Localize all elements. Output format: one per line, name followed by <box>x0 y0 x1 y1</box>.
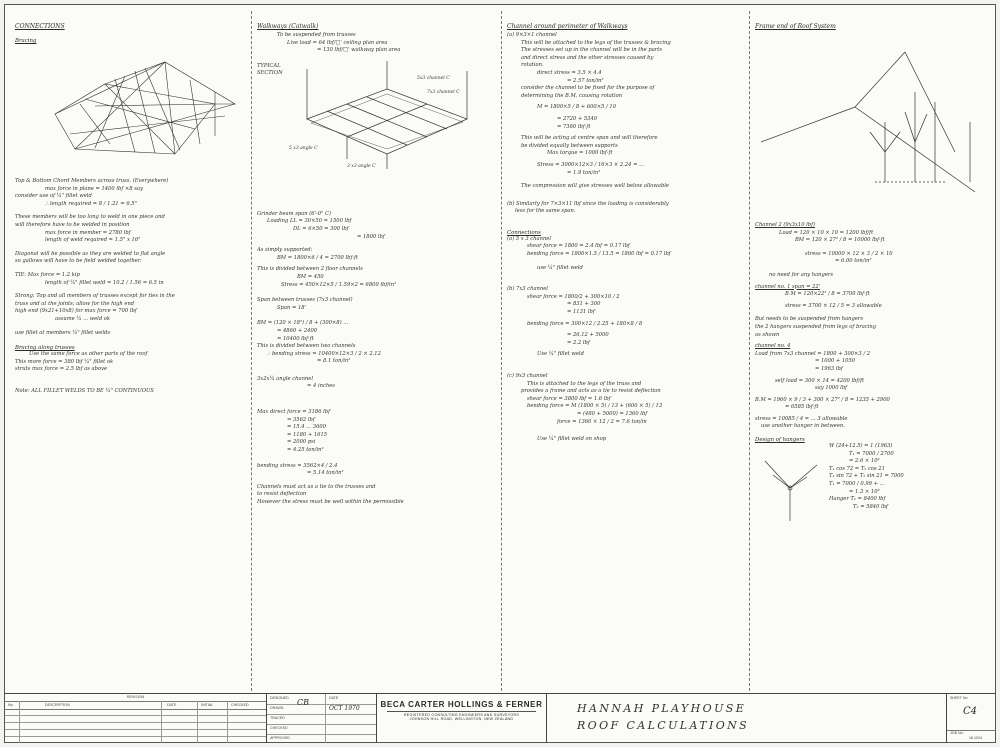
calc-line: = 2.57 ton/in² <box>567 77 604 84</box>
calc-line: = (480 + 5000) = 1360 lbf <box>577 410 648 417</box>
project-title-block <box>547 694 947 743</box>
calc-line: channel no. 4 <box>755 343 791 350</box>
designer-initials: CB <box>297 698 309 707</box>
calc-line: consider use of ¼" fillet weld <box>15 193 92 200</box>
rev-col-checked: CHECKED <box>231 703 249 707</box>
calc-line: = 4 inches <box>307 383 335 390</box>
calc-line: Use ¼" fillet weld on shop <box>537 436 607 443</box>
fillet-weld-note: Note: ALL FILLET WELDS TO BE ¼" CONTINUOUS <box>15 387 154 394</box>
calc-line: as shown <box>755 331 780 338</box>
calc-line: bending stress = 3562×4 / 2.4 <box>257 462 338 469</box>
calc-line: As simply supported: <box>257 247 313 254</box>
calc-line: (a) 5 x 3 channel <box>507 235 552 242</box>
calc-line: = 4860 + 2400 <box>277 327 318 334</box>
calc-line: and direct stress and the other stresses caused by <box>521 54 654 61</box>
column-frame-end <box>755 13 991 689</box>
sheet-number: C4 <box>963 706 978 717</box>
column-walkways <box>257 13 495 689</box>
signature-block <box>267 694 377 743</box>
calc-line: TIE: Max force = 1.2 kip <box>15 271 80 278</box>
calc-line: to resist deflection <box>257 491 307 498</box>
calc-line: = 4.25 ton/in² <box>287 447 324 454</box>
column-connections <box>15 13 243 689</box>
section-heading-walkways: Walkways (Catwalk) <box>257 23 319 30</box>
calc-line: M = 1800×5 / 8 + 600×5 / 10 <box>537 104 616 111</box>
calc-line: T₂ = 5840 lbf <box>853 503 888 510</box>
walkway-calculations <box>257 211 495 507</box>
hanger-design-area <box>755 443 991 523</box>
sheet-number-block <box>947 694 995 743</box>
connection-calcs <box>507 236 743 444</box>
calc-line: BM = 450 <box>297 273 324 280</box>
calc-line: = 6.00 ton/in² <box>835 258 872 265</box>
sketch-note: 5x3 channel C <box>417 75 450 81</box>
calc-line: so gallows will have to be field welded together. <box>15 258 142 265</box>
calc-line: W (24+12.5) = 1 (1963) <box>829 443 893 450</box>
calc-line: rotation. <box>521 62 544 69</box>
calc-line: Max direct force = 3186 lbf <box>257 409 331 416</box>
calc-line: no need for any hangers <box>769 271 834 278</box>
calc-line: provides a frame and acts as a tie to resist deflection <box>521 388 661 395</box>
calc-line: (a) 9×3×1 channel <box>507 32 557 38</box>
role-checked: CHECKED <box>270 726 288 730</box>
calc-line: max force in plane = 1400 lbf ×8 say <box>45 185 143 192</box>
walkway-grid-isometric-sketch <box>287 59 487 171</box>
calc-line: = 7360 lbf·ft <box>557 123 591 130</box>
calc-line: T₁ cos 72 = T₂ cos 21 <box>829 465 885 472</box>
calc-line: = 15.4 ... 3600 <box>287 424 326 431</box>
calc-line: channel no. 1 span = 22' <box>755 283 821 290</box>
calc-line: Load = 120 × 10 × 10 = 1200 lbf/ft <box>779 229 874 236</box>
calc-line: = 130 lbf/□' walkway plan area <box>317 47 401 54</box>
calc-line: This is divided between two channels <box>257 343 356 350</box>
calc-line: = 1.9 ton/in² <box>567 169 601 176</box>
sketch-note: 7x3 channel C <box>427 89 460 95</box>
calc-line: Span = 18' <box>277 304 306 311</box>
subheading-bracing-along-trusses: Bracing along trusses <box>15 345 75 352</box>
roof-frame-elevation-sketch <box>755 32 989 222</box>
calc-line: ∴ bending stress = 10400×12×3 / 2 × 2.12 <box>267 350 381 357</box>
column-channel-perimeter <box>507 13 743 689</box>
calc-line: shear force = 1800 = 2.4 lbf = 0.17 lbf <box>527 243 630 250</box>
frame-end-calcs <box>755 222 991 431</box>
calc-line: say 1000 lbf <box>815 385 848 392</box>
calc-line: This will be attached to the legs of the trusses & bracing <box>521 39 671 46</box>
calc-line: = 1180 + 1615 <box>287 431 328 438</box>
calc-line: Diagonal will be possible as they are welded to flat angle <box>15 250 166 257</box>
calc-line: = 2000 psi <box>287 439 316 446</box>
channel-perimeter-calcs <box>507 32 743 216</box>
calc-line: shear force = 3800 lbf = 1.6 lbf <box>527 395 611 402</box>
calc-line: length of ¼" fillet weld = 10.2 / 1.56 = 6.5 in <box>45 279 164 286</box>
calc-line: be divided equally between supports <box>521 142 618 149</box>
date-label: DATE <box>329 696 339 700</box>
calc-line: self load = 300 × 14 = 4200 lbf/ft <box>775 377 865 384</box>
calc-line: Load from 7x3 channel = 1800 + 300×3 / 2 <box>755 350 871 357</box>
calc-line: length of weld required = 1.5" x 16" <box>45 237 141 244</box>
rev-col-initial: INITIAL <box>201 703 214 707</box>
calc-line: max force in member = 2780 lbf <box>45 229 131 236</box>
rev-col-no: No. <box>8 703 14 707</box>
date-value: OCT 1970 <box>329 705 360 712</box>
calc-line: Stress = 450×12×5 / 1.59×2 = 6800 lbf/in² <box>281 281 397 288</box>
calc-line: = 2720 + 5340 <box>557 115 598 122</box>
firm-name: BECA CARTER HOLLINGS & FERNER <box>380 700 543 709</box>
walkway-section-sketch-wrap <box>257 55 495 171</box>
calc-line: truss and at the joints; allow for the high end <box>15 300 135 307</box>
calc-line: = 1963 lbf <box>815 365 843 372</box>
calc-line: B.M = 120×22² / 8 = 3700 lbf·ft <box>785 291 870 298</box>
calc-line: use another hanger in between. <box>761 423 845 430</box>
column-divider <box>501 11 502 691</box>
calc-line: These members will be too long to weld in one piece and <box>15 214 165 221</box>
calc-line: B.M = 1960 × 9 / 3 + 300 × 27² / 8 = 1235 + 2900 <box>755 396 890 403</box>
drawing-title: ROOF CALCULATIONS <box>577 719 750 732</box>
calc-line: use fillet at members ¼" fillet welds <box>15 329 111 336</box>
calc-line: The compression will give stresses well below allowable <box>521 183 669 190</box>
calc-line: determining the B.M. causing rotation <box>521 92 623 99</box>
sheet-label: SHEET No. <box>950 696 969 700</box>
calc-line: the 2 hangers suspended from legs of bracing <box>755 323 877 330</box>
walkway-loading <box>257 32 495 55</box>
calc-line: will therefore have to be welded in position <box>15 221 130 228</box>
column-divider <box>251 11 252 691</box>
calc-line: 3x2x¼ angle channel <box>257 375 314 382</box>
typical-section-label: TYPICAL SECTION <box>257 62 283 77</box>
calc-line: = 5.14 ton/in² <box>307 470 344 477</box>
calc-line: = 1131 lbf <box>567 309 595 316</box>
calc-line: BM = (120 × 18²) / 8 + (300×8) ... <box>257 320 349 327</box>
revision-header: REVISION <box>5 694 266 702</box>
calc-line: To be suspended from trusses <box>277 32 356 38</box>
calc-line: T₁ sin 72 + T₂ sin 21 = 7000 <box>829 473 904 480</box>
calc-line: Span between trusses (7x3 channel) <box>257 297 353 304</box>
section-heading-connections: CONNECTIONS <box>15 23 65 30</box>
calc-line: shear force = 1800/2 + 300×10 / 2 <box>527 293 620 300</box>
calc-line: consider the channel to be fixed for the purpose of <box>521 85 655 92</box>
subheading-connections: Connections <box>507 229 541 236</box>
rev-col-description: DESCRIPTION <box>45 703 70 707</box>
calc-line: T₁ = 7000 / 2700 <box>849 450 894 457</box>
role-designed: DESIGNED <box>270 696 289 700</box>
firm-subtitle: REGISTERED CONSULTING ENGINEERS AND SURVEYORS <box>387 711 536 717</box>
calc-line: = 1.3 × 10³ <box>849 488 880 495</box>
calc-line: = 1800 lbf <box>357 233 385 240</box>
calc-line: Hanger T₁ = 8400 lbf <box>829 496 886 503</box>
calc-line: Channel 2 (9x3x10 lbf) <box>755 222 816 228</box>
calculation-sheet <box>4 4 996 743</box>
calc-line: direct stress = 3.5 × 4.4 <box>537 69 602 76</box>
bracing-calculations <box>15 178 243 337</box>
bracing-along-trusses-calcs <box>15 351 243 395</box>
calc-line: (b) 7x3 channel <box>507 286 548 293</box>
calc-line: = 8.1 ton/in² <box>317 358 351 365</box>
calc-line: Channels must act as a tie to the trusses and <box>257 483 376 490</box>
title-block <box>5 693 995 743</box>
calc-line: = 10400 lbf·ft <box>277 335 314 342</box>
calc-line: This will be acting at centre span and will therefore <box>521 135 658 142</box>
calc-line: Grinder beam span (6'-0" C) <box>257 210 332 217</box>
section-heading-channel-perimeter: Channel around perimeter of Walkways <box>507 23 628 30</box>
sketch-note: 3 x3 angle C <box>347 163 376 169</box>
calc-line: bending force = 1800×1.5 / 13.5 = 1800 lbf = 0.17 lbf <box>527 251 671 258</box>
calc-line: DL = 6×50 = 300 lbf <box>293 225 349 232</box>
calc-line: T₁ = 7000 / 0.99 + ... <box>829 481 885 488</box>
calc-line: Live load = 64 lbf/□' ceiling plan area <box>287 39 388 46</box>
calc-line: Top & Bottom Chord Members across truss. (Everywhere) <box>15 178 169 184</box>
calc-line: less for the same span. <box>515 208 576 215</box>
subheading-design-of-hangers: Design of hangers <box>755 437 805 444</box>
calc-line: ∴ length required = 8 / 1.21 = 6.5" <box>45 200 137 207</box>
job-number: 18.1024 <box>969 736 982 740</box>
calc-line: stress = 10000 × 12 × 3 / 2 × 10 <box>805 250 893 257</box>
calc-line: BM = 120 × 27² / 8 = 10000 lbf·ft <box>795 237 885 244</box>
firm-block <box>377 694 547 743</box>
calc-line: bending force = 300×12 / 2.25 + 180×8 / 8 <box>527 320 643 327</box>
hanger-calcs <box>829 443 904 511</box>
role-drawn: DRAWN <box>270 706 284 710</box>
calc-line: = 6585 lbf·ft <box>785 404 819 411</box>
calc-line: = 2.6 × 10³ <box>849 458 880 465</box>
calc-line: assume ¼ ... weld ok <box>55 315 111 322</box>
calc-line: Stress = 3000×12×3 / 16×3 × 2.24 = ... <box>537 161 645 168</box>
calc-line: But needs to be suspended from hangers <box>755 316 864 323</box>
job-label: JOB No. <box>950 731 964 735</box>
calc-line: (b) Similarly for 7×3×11 lbf since the loading is considerably <box>507 200 669 207</box>
calc-line: Use the same force as other parts of the roof <box>29 351 148 358</box>
section-heading-frame-end: Frame end of Roof System <box>755 23 836 30</box>
calc-line: use ¼" fillet weld <box>537 264 583 271</box>
revision-table <box>5 694 267 743</box>
hanger-force-diagram <box>755 453 825 523</box>
calc-line: bending force = M (1800 × 5) / 13 + (600 × 5) / 13 <box>527 403 663 410</box>
column-divider <box>749 11 750 691</box>
calc-line: (c) 9x3 channel <box>507 373 548 379</box>
calc-line: = 26.12 + 5000 <box>567 332 609 339</box>
role-approved: APPROVED <box>270 736 290 740</box>
truss-isometric-sketch <box>15 44 241 174</box>
calc-line: Strong: Top and all members of trusses except for ties in the <box>15 293 175 300</box>
calc-line: Loading LL = 30×50 = 1500 lbf <box>267 218 352 225</box>
calc-line: This is divided between 2 floor channels <box>257 266 363 273</box>
calc-line: BM = 1800×6 / 4 = 2700 lbf·ft <box>277 254 359 261</box>
calc-line: = 3562 lbf <box>287 416 315 423</box>
calc-line: = 831 + 300 <box>567 301 601 308</box>
calc-line: This is attached to the legs of the truss and <box>527 380 642 387</box>
calc-line: force = 1360 × 12 / 2 = 7.6 ton/in <box>557 418 647 425</box>
firm-address: JOHNSON HILL ROAD, WELLINGTON, NEW ZEALAND <box>409 717 514 721</box>
subheading-bracing: Bracing <box>15 38 37 44</box>
calc-line: high end (9x21+10x8) for max force = 700 lbf <box>15 308 137 315</box>
calc-line: stress = 10085 / 4 = ... 3 allowable <box>755 415 848 422</box>
calc-line: However the stress must be well within the permissible <box>257 499 404 505</box>
sketch-note: 5 x3 angle C <box>289 145 318 151</box>
calc-line: stress = 3700 × 12 / 5 = 3 allowable <box>785 302 882 309</box>
rev-col-date: DATE <box>167 703 177 707</box>
project-name: HANNAH PLAYHOUSE <box>577 702 747 715</box>
calc-line: = 1000 + 1050 <box>815 358 856 365</box>
calc-line: Use ¼" fillet weld <box>537 351 584 358</box>
calc-line: The stresses set up in the channel will be in the parts <box>521 47 663 54</box>
calc-line: struts max force = 2.5 lbf as above <box>15 366 108 373</box>
calc-line: Max torque = 1000 lbf·ft <box>547 150 613 157</box>
calc-line: This more force = 380 lbf ¼" fillet ok <box>15 358 114 365</box>
calc-line: = 2.2 lbf <box>567 339 590 346</box>
role-traced: TRACED <box>270 716 285 720</box>
